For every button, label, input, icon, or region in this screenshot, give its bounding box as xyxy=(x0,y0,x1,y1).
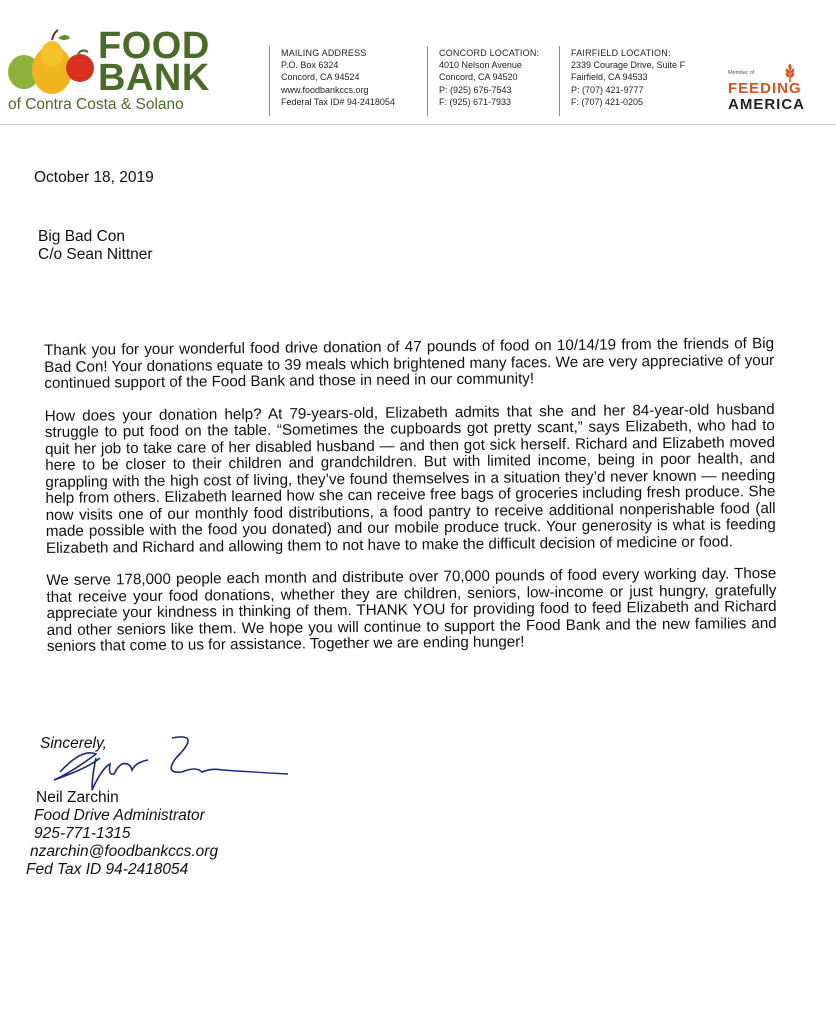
fairfield-line: F: (707) 421-0205 xyxy=(571,96,644,107)
divider xyxy=(559,46,560,116)
feeding-america-word2: AMERICA xyxy=(728,96,805,113)
paragraph: Thank you for your wonderful food drive donation of 47 pounds of food on 10/14/19 from the friends of Big Bad Con! Your donations equate to 39 meals which brightened many faces. We are very appreciative of your continued support of the Food Bank and those in need in our community! xyxy=(43,334,775,392)
mailing-heading: MAILING ADDRESS xyxy=(281,48,367,58)
fairfield-location-block xyxy=(571,47,685,108)
fairfield-heading: FAIRFIELD LOCATION: xyxy=(571,48,671,58)
recipient-line: Big Bad Con xyxy=(38,228,126,245)
concord-line: 4010 Nelson Avenue xyxy=(439,60,522,71)
paragraph: We serve 178,000 people each month and distribute over 70,000 pounds of food every working day. Those that receive your food donations, whether they are children, seniors, low-income or just hungry, gratefully appreciate your kindness in thinking of them. THANK YOU for providing food to feed Elizabeth and Richard and other seniors like them. We hope you will continue to support the Food Bank and the new families and seniors that come to us for assistance. Together we are ending hunger! xyxy=(46,564,777,655)
mailing-address-block xyxy=(281,47,395,108)
feeding-america-word1: FEEDING xyxy=(728,80,802,97)
logo-line-bank: BANK xyxy=(98,57,210,99)
closing: Sincerely, xyxy=(40,735,107,752)
letterhead xyxy=(0,0,836,125)
fairfield-line: Fairfield, CA 94533 xyxy=(571,72,648,83)
concord-line: Concord, CA 94520 xyxy=(439,72,518,83)
concord-heading: CONCORD LOCATION: xyxy=(439,48,540,58)
signer-tax-id: Fed Tax ID 94-2418054 xyxy=(26,861,189,878)
mailing-line: www.foodbankccs.org xyxy=(281,84,369,95)
signer-phone: 925-771-1315 xyxy=(34,825,131,842)
handwritten-signature xyxy=(52,728,292,808)
recipient-line: C/o Sean Nittner xyxy=(38,246,153,263)
concord-line: P: (925) 676-7543 xyxy=(439,84,512,95)
letter-date: October 18, 2019 xyxy=(34,169,154,186)
paragraph: How does your donation help? At 79-years-old, Elizabeth admits that she and her 84-year-old husband struggle to put food on the table. “Sometimes the cupboards got pretty scant,” says Elizabeth, who had to quit her job to take care of her disabled husband — and then got sick herself. Richard and Elizabeth moved here to be closer to their children and grandchildren. But with limited income, being in poor health, and grappling with the high cost of living, they’ve found themselves in a situation they’d never known — needing help from others. Elizabeth learned how she can receive free bags of groceries including fresh produce. She now visits one of our monthly food distributions, a food pantry to receive additional nonperishable food (all made possible with the food you donated) and our mobile produce truck. Your generosity is what is feeding Elizabeth and Richard and allowing them to not have to make the difficult decision of medicine or food. xyxy=(44,400,776,557)
fairfield-line: P: (707) 421-9777 xyxy=(571,84,644,95)
signer-name: Neil Zarchin xyxy=(36,789,119,806)
food-bank-fruit-logo-icon xyxy=(6,28,98,98)
divider xyxy=(269,46,270,116)
concord-line: F: (925) 671-7933 xyxy=(439,96,512,107)
fairfield-line: 2339 Courage Drive, Suite F xyxy=(571,60,686,71)
logo-line-food: FOOD xyxy=(98,25,210,67)
header-rule xyxy=(0,124,836,125)
mailing-line: Concord, CA 94524 xyxy=(281,72,360,83)
signer-title: Food Drive Administrator xyxy=(34,807,205,824)
mailing-line: Federal Tax ID# 94-2418054 xyxy=(281,96,395,107)
feeding-america-logo xyxy=(728,64,820,116)
logo-wordmark xyxy=(98,25,210,99)
signer-email: nzarchin@foodbankccs.org xyxy=(30,843,219,860)
concord-location-block xyxy=(439,47,539,108)
mailing-line: P.O. Box 6324 xyxy=(281,60,339,71)
letter-body xyxy=(44,336,777,671)
divider xyxy=(427,46,428,116)
logo-subtitle: of Contra Costa & Solano xyxy=(8,96,184,113)
feeding-america-member-text: Member of xyxy=(728,70,755,76)
